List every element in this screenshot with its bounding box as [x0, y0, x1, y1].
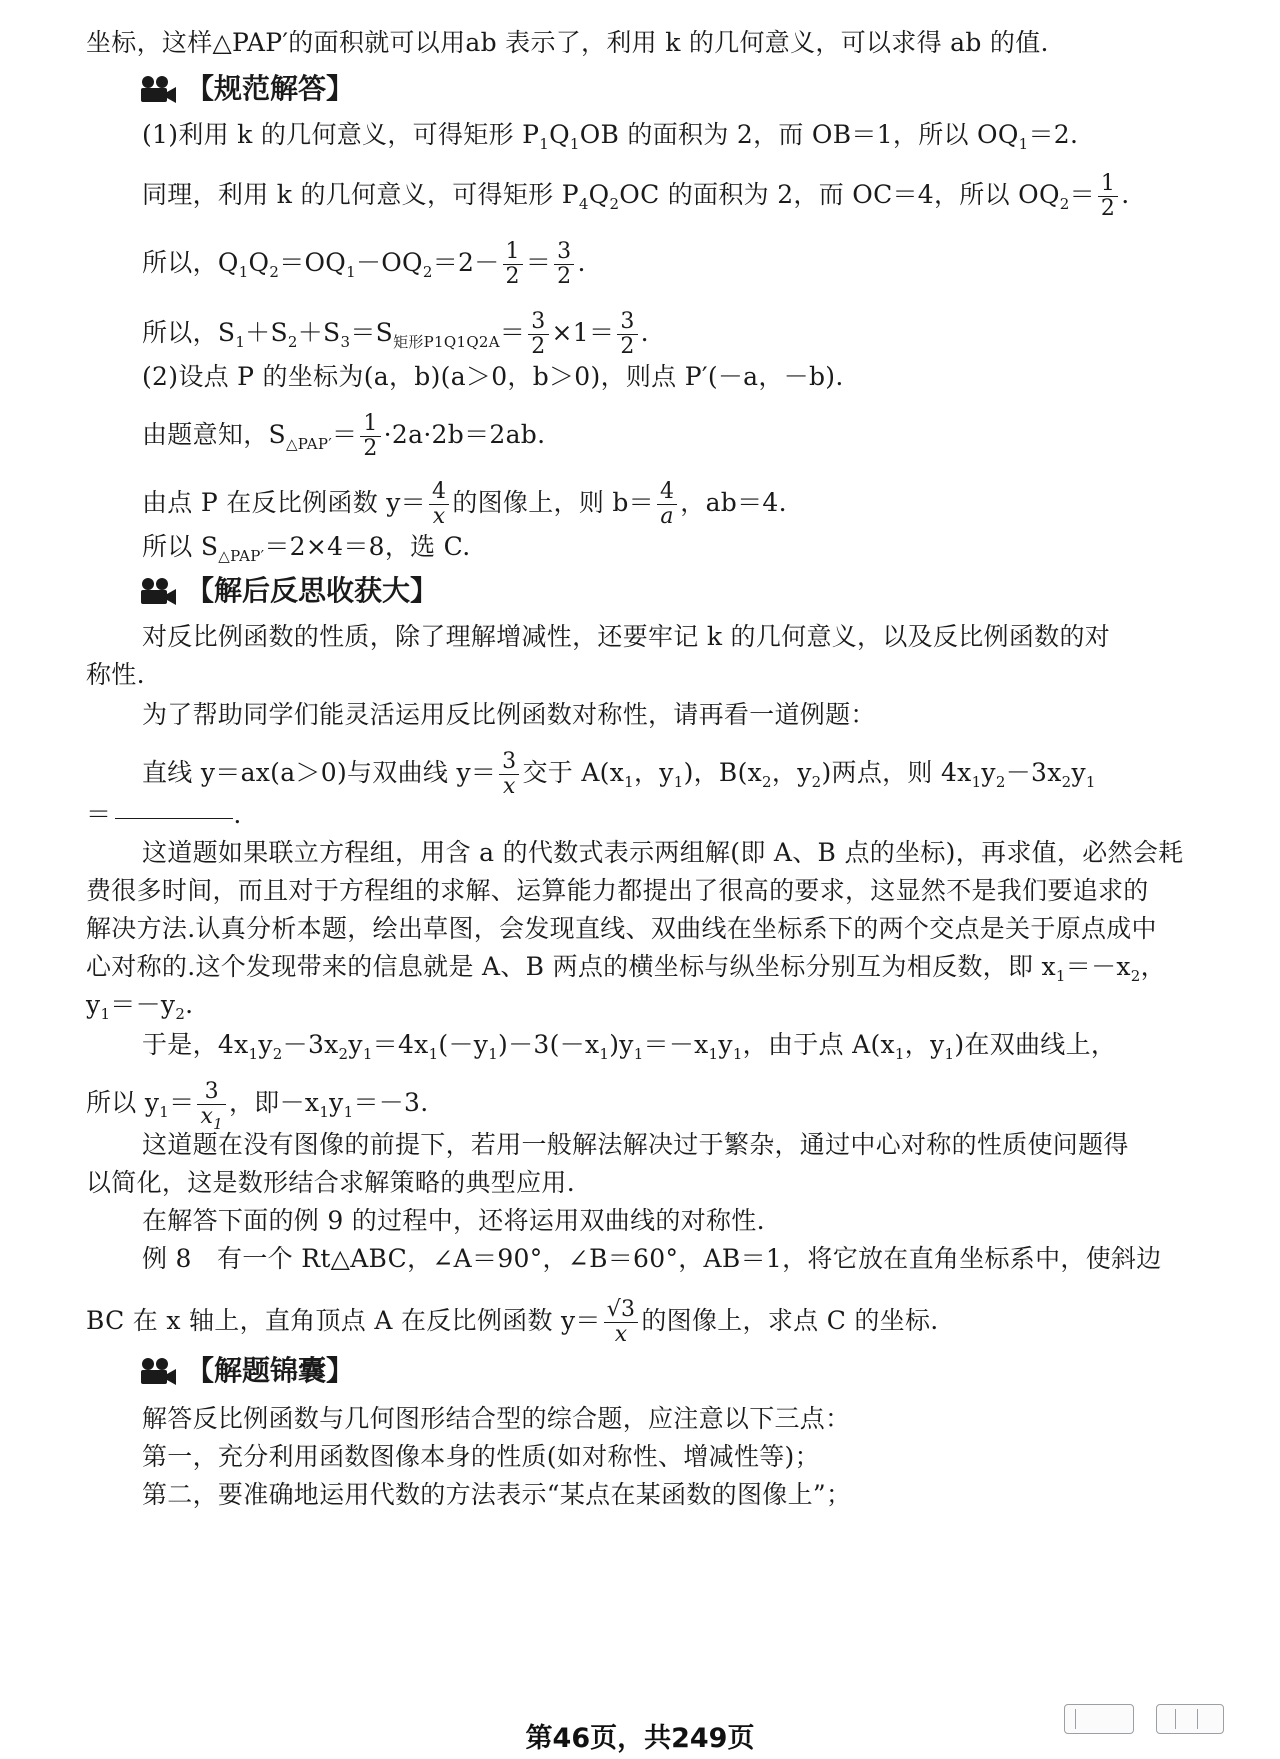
text-line: 所以，$S_1+S_2+S_3=S_{矩形P1Q1Q2A}=$ $\frac{3}{2}$ ×1＝ $\frac{3}{2}$ . — [142, 309, 649, 359]
video-camera-icon — [138, 576, 178, 606]
text-line: 由点 P 在反比例函数 y＝ $\frac{4}{x}$ 的图像上，则 b＝ $\frac{4}{a}$ ，ab＝4. — [142, 479, 787, 529]
text-line: BC 在 x 轴上，直角顶点 A 在反比例函数 y＝ $\frac{√3}{x}$ 的图像上，求点 C 的坐标. — [86, 1297, 939, 1347]
double-page-view-button[interactable] — [1156, 1704, 1224, 1734]
section-heading-answer: 【规范解答】 — [138, 72, 354, 106]
fraction: $\frac{1}{2}$ — [1098, 172, 1118, 221]
text-line: 坐标，这样△PAP′的面积就可以用ab 表示了，利用 k 的几何意义，可以求得 ab 的值. — [86, 28, 1049, 57]
text-line: 直线 y＝ax(a＞0)与双曲线 y＝ $\frac{3}{x}$ 交于 $A(x_1$，$y_1$)，$B(x_2$，$y_2$)两点，则 $4x_1y_2-3x_2y_1$ — [142, 749, 1096, 799]
text-line: 所以 $S_{\triangle PAP'}=2\times 4=8$，选 C. — [142, 532, 471, 565]
fraction: $\frac{4}{a}$ — [657, 480, 677, 529]
fraction: $\frac{1}{2}$ — [360, 412, 380, 461]
text-line: 第二，要准确地运用代数的方法表示“某点在某函数的图像上”； — [142, 1480, 852, 1509]
fraction: $\frac{3}{2}$ — [617, 310, 637, 359]
section-heading-tips: 【解题锦囊】 — [138, 1354, 354, 1388]
text-line: 由题意知，$S_{\triangle PAP'}=$ $\frac{1}{2}$ ·2a·2b＝2ab. — [142, 411, 546, 461]
text-line: 第一，充分利用函数图像本身的性质(如对称性、增减性等)； — [142, 1442, 820, 1471]
video-camera-icon — [138, 74, 178, 104]
text-line: ＝ . — [86, 800, 242, 829]
text-line: 心对称的.这个发现带来的信息就是 A、B 两点的横坐标与纵坐标分别互为相反数，即 $x_1=-x_2$， — [86, 952, 1166, 985]
text-line: 对反比例函数的性质，除了理解增减性，还要牢记 k 的几何意义，以及反比例函数的对 — [142, 622, 1111, 651]
fraction: $\frac{3}{x}$ — [499, 750, 519, 799]
text-line: 同理，利用 k 的几何意义，可得矩形 $P_4Q_2OC$ 的面积为 2，而 OC＝4，所以 $OQ_2=$ $\frac{1}{2}$ . — [142, 171, 1130, 221]
page-indicator: 第46页，共249页 — [525, 1723, 755, 1754]
text-line: 例 8 有一个 Rt△ABC，∠A＝90°，∠B＝60°，AB＝1，将它放在直角坐标系中，使斜边 — [142, 1244, 1162, 1273]
text-line: 费很多时间，而且对于方程组的求解、运算能力都提出了很高的要求，这显然不是我们要追求的 — [86, 876, 1149, 905]
text-line: 称性. — [86, 660, 145, 689]
text-line: 这道题在没有图像的前提下，若用一般解法解决过于繁杂，通过中心对称的性质使问题得 — [142, 1130, 1129, 1159]
text-line: 在解答下面的例 9 的过程中，还将运用双曲线的对称性. — [142, 1206, 765, 1235]
text-line: 这道题如果联立方程组，用含 a 的代数式表示两组解(即 A、B 点的坐标)，再求值，必然会耗 — [142, 838, 1184, 867]
text-line: 解决方法.认真分析本题，绘出草图，会发现直线、双曲线在坐标系下的两个交点是关于原点成中 — [86, 914, 1157, 943]
text-line: 为了帮助同学们能灵活运用反比例函数对称性，请再看一道例题： — [142, 700, 876, 729]
text-line: 于是，$4x_1y_2-3x_2y_1=4x_1(-y_1)-3(-x_1)y_1=-x_1y_1$，由于点 $A(x_1$，$y_1$)在双曲线上， — [142, 1030, 1117, 1063]
text-line: 所以 $y_1=$ $\frac{3}{x_1}$ ，即$-x_1y_1=-3$. — [86, 1079, 429, 1133]
fraction: $\frac{√3}{x}$ — [604, 1298, 639, 1347]
section-heading-reflect: 【解后反思收获大】 — [138, 574, 438, 608]
text-line: (2)设点 P 的坐标为(a，b)(a＞0，b＞0)，则点 P′(－a，－b). — [142, 362, 844, 391]
fraction: $\frac{3}{2}$ — [528, 310, 548, 359]
text-line: 所以，$Q_1Q_2=OQ_1-OQ_2=2-$ $\frac{1}{2}$ ＝ $\frac{3}{2}$ . — [142, 239, 586, 289]
text-line: $y_1=-y_2$. — [86, 990, 194, 1023]
text-line: (1)利用 k 的几何意义，可得矩形 $P_1Q_1OB$ 的面积为 2，而 OB＝1，所以 $OQ_1=2$. — [142, 120, 1079, 153]
video-camera-icon — [138, 1356, 178, 1386]
fraction: $\frac{4}{x}$ — [429, 480, 449, 529]
fraction: $\frac{1}{2}$ — [503, 240, 523, 289]
fraction: $\frac{3}{x_1}$ — [197, 1080, 226, 1129]
text-line: 以简化，这是数形结合求解策略的典型应用. — [86, 1168, 575, 1197]
fraction: $\frac{3}{2}$ — [554, 240, 574, 289]
single-page-view-button[interactable] — [1064, 1704, 1134, 1734]
answer-blank — [115, 818, 233, 819]
text-line: 解答反比例函数与几何图形结合型的综合题，应注意以下三点： — [142, 1404, 851, 1433]
